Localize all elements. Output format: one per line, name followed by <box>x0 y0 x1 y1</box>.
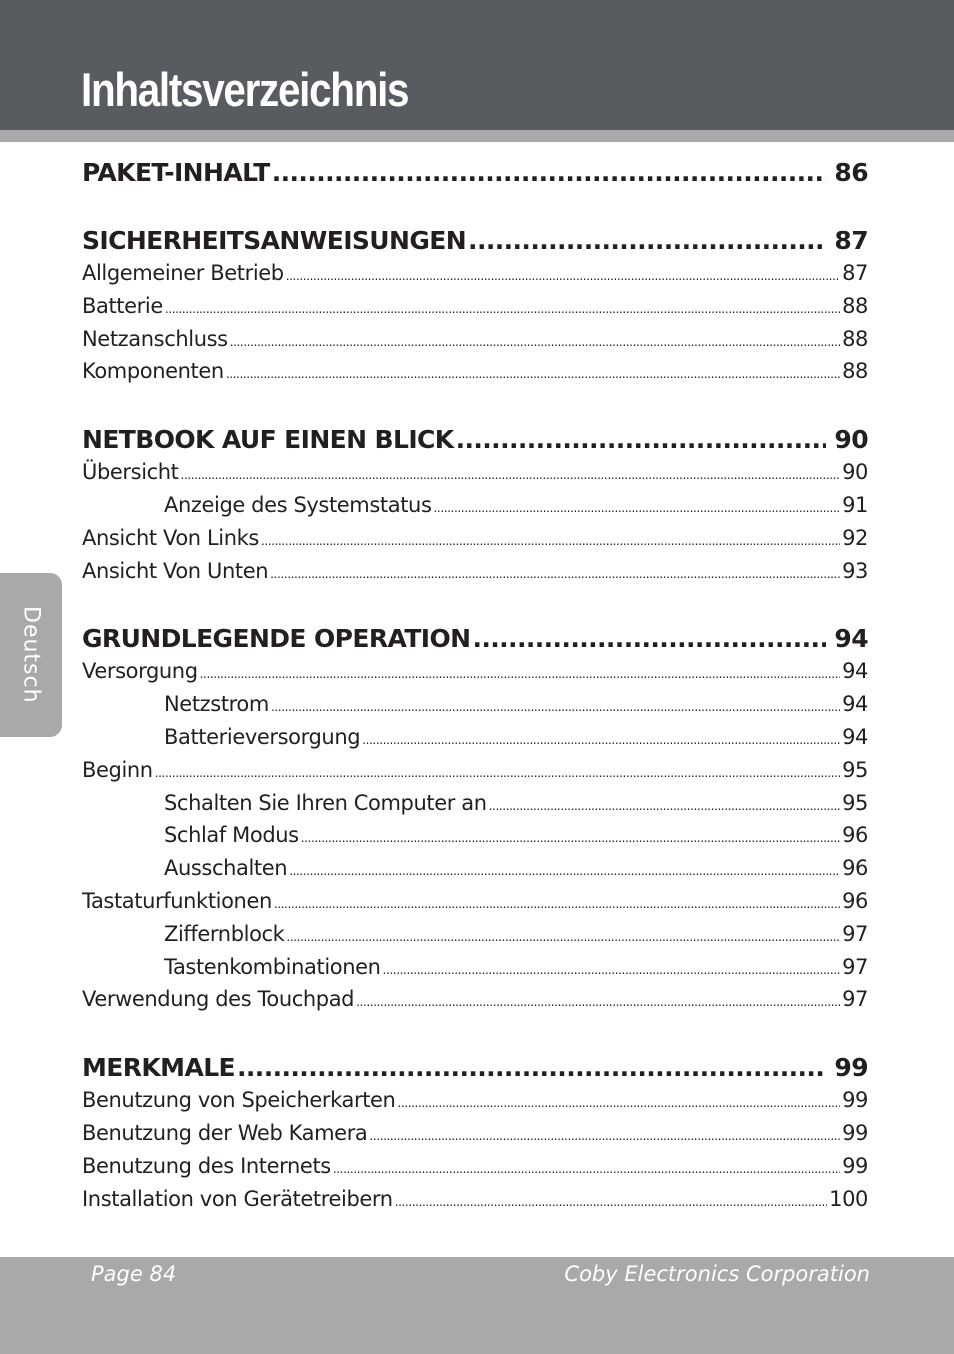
entry-page-number: 90 <box>842 460 868 485</box>
toc-entry[interactable] <box>82 323 868 356</box>
toc-entry[interactable] <box>82 983 868 1016</box>
section-title: SICHERHEITSANWEISUNGEN <box>82 226 467 255</box>
toc-section-heading[interactable] <box>82 156 868 189</box>
entry-label: Schlaf Modus <box>164 823 299 848</box>
section-page-number: 87 <box>834 226 868 255</box>
entry-page-number: 88 <box>842 293 868 318</box>
section-page-number: 90 <box>834 425 868 455</box>
toc-entry[interactable] <box>82 522 868 555</box>
entry-page-number: 95 <box>842 757 868 782</box>
toc-entry[interactable] <box>82 290 868 323</box>
entry-label: Batterie <box>82 293 163 318</box>
entry-page-number: 96 <box>842 823 868 848</box>
toc-subentry[interactable] <box>82 489 868 522</box>
entry-label: Ziffernblock <box>164 921 285 946</box>
table-of-contents <box>82 156 868 1215</box>
entry-page-number: 87 <box>842 261 868 285</box>
entry-label: Versorgung <box>82 659 198 684</box>
entry-page-number: 97 <box>842 921 868 946</box>
entry-label: Installation von Gerätetreibern <box>82 1186 393 1211</box>
toc-section-heading[interactable] <box>82 622 868 655</box>
entry-label: Allgemeiner Betrieb <box>82 261 284 285</box>
dot-leader <box>333 1153 840 1183</box>
dot-leader <box>155 757 840 787</box>
entry-label: Beginn <box>82 757 153 782</box>
entry-label: Übersicht <box>82 460 179 485</box>
toc-entry[interactable] <box>82 1183 868 1216</box>
entry-page-number: 88 <box>842 326 868 351</box>
entry-page-number: 100 <box>829 1186 868 1211</box>
dot-leader <box>369 1120 840 1150</box>
toc-section-heading[interactable] <box>82 1051 868 1084</box>
toc-entry[interactable] <box>82 355 868 388</box>
dot-leader <box>397 1087 840 1117</box>
entry-label: Ausschalten <box>164 856 288 881</box>
entry-page-number: 96 <box>842 888 868 913</box>
section-spacer <box>82 587 868 622</box>
entry-label: Netzstrom <box>164 692 269 717</box>
section-page-number: 99 <box>834 1053 868 1083</box>
dot-leader <box>274 888 840 918</box>
entry-page-number: 95 <box>842 790 868 815</box>
section-title: MERKMALE <box>82 1053 236 1083</box>
entry-label: Benutzung der Web Kamera <box>82 1120 368 1145</box>
section-spacer <box>82 1016 868 1051</box>
toc-entry[interactable] <box>82 257 868 290</box>
dot-leader <box>165 293 840 323</box>
entry-page-number: 94 <box>842 724 868 749</box>
toc-entry[interactable] <box>82 1084 868 1117</box>
dot-leader <box>226 358 840 388</box>
entry-label: Anzeige des Systemstatus <box>164 492 432 517</box>
entry-label: Ansicht Von Unten <box>82 558 269 583</box>
entry-page-number: 99 <box>842 1120 868 1145</box>
dot-leader <box>433 492 840 522</box>
dot-leader <box>271 691 840 721</box>
entry-label: Netzanschluss <box>82 326 228 351</box>
dot-leader <box>456 423 827 456</box>
page-number: Page 84 <box>91 1262 177 1286</box>
entry-label: Tastenkombinationen <box>164 954 381 979</box>
entry-page-number: 93 <box>842 558 868 583</box>
dot-leader <box>286 260 840 290</box>
dot-leader <box>181 459 841 489</box>
dot-leader <box>200 658 840 688</box>
toc-subentry[interactable] <box>82 688 868 721</box>
dot-leader <box>362 724 840 754</box>
entry-label: Ansicht Von Links <box>82 525 259 550</box>
section-title: PAKET-INHALT <box>82 158 270 187</box>
entry-label: Komponenten <box>82 359 224 384</box>
toc-subentry[interactable] <box>82 721 868 754</box>
language-tab <box>0 573 62 737</box>
dot-leader <box>356 986 840 1016</box>
dot-leader <box>237 1051 826 1084</box>
entry-page-number: 97 <box>842 987 868 1012</box>
entry-label: Tastaturfunktionen <box>82 888 272 913</box>
entry-page-number: 94 <box>842 659 868 684</box>
dot-leader <box>286 921 840 951</box>
language-tab-label: Deutsch <box>18 606 44 704</box>
company-name: Coby Electronics Corporation <box>564 1262 870 1286</box>
entry-page-number: 91 <box>842 492 868 517</box>
toc-subentry[interactable] <box>82 819 868 852</box>
entry-page-number: 94 <box>842 692 868 717</box>
entry-page-number: 88 <box>842 359 868 384</box>
dot-leader <box>468 224 826 257</box>
header-divider <box>0 130 954 142</box>
entry-page-number: 99 <box>842 1088 868 1113</box>
toc-entry[interactable] <box>82 1117 868 1150</box>
toc-entry[interactable] <box>82 1150 868 1183</box>
dot-leader <box>261 525 840 555</box>
toc-section-heading[interactable] <box>82 423 868 456</box>
entry-page-number: 92 <box>842 525 868 550</box>
toc-entry[interactable] <box>82 885 868 918</box>
section-title: GRUNDLEGENDE OPERATION <box>82 624 471 654</box>
dot-leader <box>289 855 840 885</box>
dot-leader <box>272 156 827 189</box>
entry-page-number: 99 <box>842 1153 868 1178</box>
dot-leader <box>301 822 840 852</box>
section-page-number: 94 <box>834 624 868 654</box>
dot-leader <box>489 790 840 820</box>
section-spacer <box>82 189 868 224</box>
section-spacer <box>82 388 868 423</box>
dot-leader <box>383 954 841 984</box>
entry-label: Batterieversorgung <box>164 724 361 749</box>
entry-label: Benutzung des Internets <box>82 1153 331 1178</box>
section-page-number: 86 <box>834 158 868 187</box>
toc-entry[interactable] <box>82 555 868 588</box>
entry-page-number: 97 <box>842 954 868 979</box>
page-title: Inhaltsverzeichnis <box>81 63 409 116</box>
toc-entry[interactable] <box>82 754 868 787</box>
toc-subentry[interactable] <box>82 852 868 885</box>
toc-entry[interactable] <box>82 655 868 688</box>
toc-subentry[interactable] <box>82 787 868 820</box>
entry-page-number: 96 <box>842 856 868 881</box>
dot-leader <box>472 622 826 655</box>
entry-label: Benutzung von Speicherkarten <box>82 1088 396 1113</box>
toc-section-heading[interactable] <box>82 224 868 257</box>
dot-leader <box>395 1186 827 1216</box>
entry-label: Verwendung des Touchpad <box>82 987 355 1012</box>
section-title: NETBOOK AUF EINEN BLICK <box>82 425 454 455</box>
dot-leader <box>270 558 840 588</box>
entry-label: Schalten Sie Ihren Computer an <box>164 790 487 815</box>
toc-subentry[interactable] <box>82 918 868 951</box>
dot-leader <box>230 326 840 356</box>
toc-entry[interactable] <box>82 456 868 489</box>
toc-subentry[interactable] <box>82 951 868 984</box>
